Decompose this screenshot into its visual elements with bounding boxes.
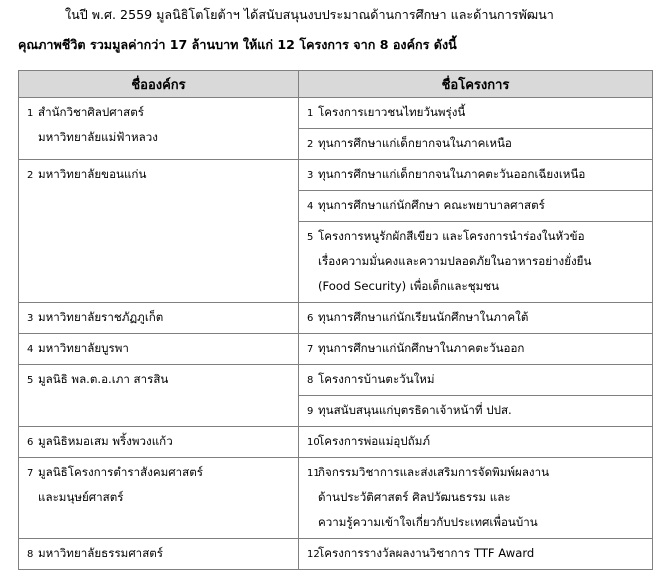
project-name-text: ทุนการศึกษาแก่เด็กยากจนในภาคตะวันออกเฉียงเหนือ	[318, 167, 586, 181]
organization-name-text: มหาวิทยาลัยราชภัฏภูเก็ต	[38, 310, 164, 324]
organization-name-line	[19, 305, 298, 330]
project-name-line	[299, 193, 652, 218]
project-cell	[299, 334, 653, 365]
header-organization: ชื่อองค์กร	[19, 71, 299, 98]
project-name-line	[299, 460, 652, 485]
project-name-text: โครงการบ้านตะวันใหม่	[318, 372, 435, 386]
organization-name-line	[19, 429, 298, 454]
project-name-text: ทุนการศึกษาแก่นักเรียนนักศึกษาในภาคใต้	[318, 310, 529, 324]
organization-name-text: มหาวิทยาลัยแม่ฟ้าหลวง	[38, 130, 158, 144]
organization-cell	[19, 539, 299, 570]
organization-number: 5	[27, 375, 34, 386]
table-row	[19, 365, 653, 396]
organization-number: 2	[27, 170, 34, 181]
table-row	[19, 539, 653, 570]
table-row	[19, 303, 653, 334]
project-name-line	[299, 367, 652, 392]
project-name-text: ทุนการศึกษาแก่เด็กยากจนในภาคเหนือ	[318, 136, 512, 150]
project-name-line	[299, 510, 652, 535]
organization-number: 6	[27, 437, 34, 448]
project-name-line	[299, 336, 652, 361]
organization-name-text: มูลนิธิ พล.ต.อ.เภา สารสิน	[38, 372, 169, 386]
organization-name-text: มหาวิทยาลัยขอนแก่น	[38, 167, 147, 181]
project-name-line	[299, 485, 652, 510]
table-row	[19, 334, 653, 365]
organization-cell	[19, 458, 299, 539]
organization-name-text: มหาวิทยาลัยธรรมศาสตร์	[38, 546, 164, 560]
project-cell	[299, 427, 653, 458]
project-number: 2	[307, 139, 314, 150]
project-cell	[299, 458, 653, 539]
project-name-line	[299, 131, 652, 156]
header-project: ชื่อโครงการ	[299, 71, 653, 98]
organization-cell	[19, 160, 299, 303]
project-cell	[299, 365, 653, 396]
project-name-line	[299, 100, 652, 125]
organization-name-line	[19, 485, 298, 510]
organization-cell	[19, 98, 299, 160]
organization-name-text: และมนุษย์ศาสตร์	[38, 490, 124, 504]
table-row	[19, 458, 653, 539]
table-header-row	[19, 71, 653, 98]
organization-name-line	[19, 336, 298, 361]
project-number: 11	[307, 468, 320, 479]
organization-number: 7	[27, 468, 34, 479]
organization-name-line	[19, 367, 298, 392]
organization-name-line	[19, 100, 298, 125]
project-number: 7	[307, 344, 314, 355]
organization-number: 4	[27, 344, 34, 355]
organization-name-text: มูลนิธิหมอเสม พริ้งพวงแก้ว	[38, 434, 173, 448]
project-name-line	[299, 274, 652, 299]
intro-line-2: คุณภาพชีวิต รวมมูลค่ากว่า 17 ล้านบาท ให้แก่ 12 โครงการ จาก 8 องค์กร ดังนี้	[18, 37, 457, 52]
project-number: 6	[307, 313, 314, 324]
project-name-line	[299, 162, 652, 187]
project-number: 10	[307, 437, 320, 448]
organization-cell	[19, 334, 299, 365]
project-cell	[299, 98, 653, 129]
project-cell	[299, 539, 653, 570]
project-name-text: ทุนการศึกษาแก่นักศึกษา คณะพยาบาลศาสตร์	[318, 198, 545, 212]
projects-table	[18, 70, 653, 570]
project-name-text: โครงการเยาวชนไทยวันพรุ่งนี้	[318, 105, 466, 119]
organization-name-text: สำนักวิชาศิลปศาสตร์	[38, 105, 144, 119]
project-name-line	[299, 224, 652, 249]
organization-number: 8	[27, 549, 34, 560]
project-cell	[299, 191, 653, 222]
organization-number: 3	[27, 313, 34, 324]
organization-cell	[19, 365, 299, 427]
project-name-line	[299, 305, 652, 330]
project-name-line	[299, 541, 652, 566]
table-row	[19, 98, 653, 129]
intro-line-1: ในปี พ.ศ. 2559 มูลนิธิโตโยต้าฯ ได้สนับสนุนงบประมาณด้านการศึกษา และด้านการพัฒนา	[65, 7, 554, 22]
project-name-text: ทุนสนับสนุนแก่บุตรธิดาเจ้าหน้าที่ ปปส.	[318, 403, 512, 417]
project-name-text: โครงการรางวัลผลงานวิชาการ TTF Award	[318, 546, 535, 560]
organization-name-line	[19, 460, 298, 485]
project-name-text: โครงการพ่อแม่อุปถัมภ์	[318, 434, 430, 448]
organization-cell	[19, 427, 299, 458]
intro-paragraph	[18, 0, 654, 60]
project-name-text: ด้านประวัติศาสตร์ ศิลปวัฒนธรรม และ	[318, 490, 511, 504]
project-name-text: เรื่องความมั่นคงและความปลอดภัยในอาหารอย่างยั่งยืน	[318, 254, 592, 268]
project-number: 5	[307, 232, 314, 243]
project-number: 12	[307, 549, 320, 560]
project-number: 3	[307, 170, 314, 181]
organization-name-line	[19, 541, 298, 566]
organization-name-text: มหาวิทยาลัยบูรพา	[38, 341, 129, 355]
table-body	[19, 98, 653, 570]
project-cell	[299, 396, 653, 427]
project-number: 9	[307, 406, 314, 417]
organization-name-line	[19, 125, 298, 150]
table-row	[19, 160, 653, 191]
project-cell	[299, 222, 653, 303]
project-name-text: (Food Security) เพื่อเด็กและชุมชน	[318, 279, 500, 293]
project-number: 4	[307, 201, 314, 212]
project-name-line	[299, 398, 652, 423]
table-row	[19, 427, 653, 458]
project-name-line	[299, 249, 652, 274]
project-cell	[299, 303, 653, 334]
project-name-text: ความรู้ความเข้าใจเกี่ยวกับประเทศเพื่อนบ้าน	[318, 515, 538, 529]
project-number: 1	[307, 108, 314, 119]
project-number: 8	[307, 375, 314, 386]
project-name-text: ทุนการศึกษาแก่นักศึกษาในภาคตะวันออก	[318, 341, 525, 355]
project-name-text: โครงการหนูรักผักสีเขียว และโครงการนำร่องในหัวข้อ	[318, 229, 585, 243]
project-name-text: กิจกรรมวิชาการและส่งเสริมการจัดพิมพ์ผลงาน	[318, 465, 550, 479]
organization-name-text: มูลนิธิโครงการตำราสังคมศาสตร์	[38, 465, 203, 479]
organization-cell	[19, 303, 299, 334]
project-cell	[299, 160, 653, 191]
organization-name-line	[19, 162, 298, 187]
project-name-line	[299, 429, 652, 454]
organization-number: 1	[27, 108, 34, 119]
project-cell	[299, 129, 653, 160]
